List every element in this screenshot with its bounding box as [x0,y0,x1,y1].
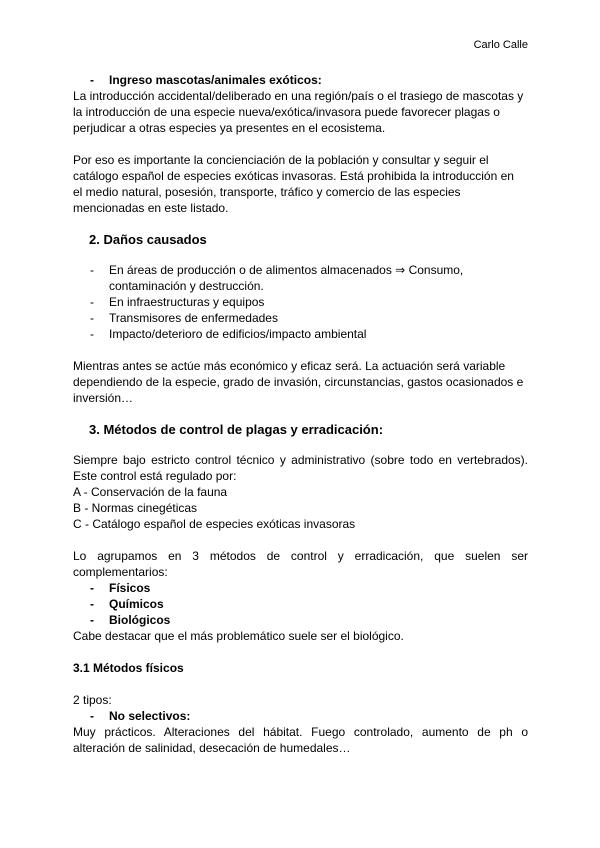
text-line: complementarios: [73,565,168,579]
text-line: dependiendo de la especie, grado de invasión, circunstancias, gastos ocasionados e [73,375,524,389]
list-item [73,612,528,628]
text-line: catálogo español de especies exóticas invasoras. Está prohibida la introducción en [73,169,514,183]
page-content [73,72,528,756]
list-item [73,310,528,326]
list-item-text: Impacto/deterioro de edificios/impacto ambiental [109,327,367,341]
list-danos [73,262,528,342]
text-line: Este control está regulado por: [73,469,237,483]
bullet-ingreso-title: Ingreso mascotas/animales exóticos: [109,73,322,87]
list-regulacion [73,484,528,532]
text-line: Mientras antes se actúe más económico y eficaz será. La actuación será variable [73,359,506,373]
list-item: B - Normas cinegéticas [73,501,198,515]
text-tipos: 2 tipos: [73,693,112,707]
list-item [73,294,528,310]
text-line: el medio natural, posesión, transporte, tráfico y comercio de las especies [73,185,461,199]
list-item [73,596,528,612]
dash-marker: - [90,311,94,325]
bullet-ingreso [73,72,528,88]
dash-marker: - [90,263,94,277]
list-item-text: En infraestructuras y equipos [109,295,265,309]
paragraph-no-selectivos [73,724,528,756]
text-line: Muy prácticos. Alteraciones del hábitat. Fuego controlado, aumento de ph o [73,725,528,739]
text-line: perjudicar a otras especies ya presentes en el ecosistema. [73,121,386,135]
dash-marker: - [90,597,94,611]
text-line: Por eso es importante la concienciación de la población y consultar y seguir el [73,153,489,167]
page-header-author: Carlo Calle [473,39,528,51]
dash-marker: - [90,295,94,309]
list-item-text: Químicos [109,597,164,611]
dash-marker: - [90,327,94,341]
list-item [73,326,528,342]
paragraph-concienciacion [73,152,528,216]
dash-marker: - [90,581,94,595]
list-item-text: contaminación y destrucción. [109,279,264,293]
section-heading-metodos: 3. Métodos de control de plagas y erradicación: [89,422,384,437]
text-line: mencionadas en este listado. [73,201,229,215]
text-line: inversión… [73,391,134,405]
text-line: Lo agrupamos en 3 métodos de control y erradicación, que suelen ser [73,549,528,563]
paragraph-actuacion [73,358,528,406]
bullet-no-selectivos-text: No selectivos: [109,709,191,723]
dash-marker: - [90,73,94,87]
list-item-text: En áreas de producción o de alimentos almacenados ⇒ Consumo, [109,263,464,277]
text-line: Siempre bajo estricto control técnico y administrativo (sobre todo en vertebrados). [73,453,528,467]
paragraph-introduccion [73,88,528,136]
list-metodos [73,580,528,628]
list-item [73,580,528,596]
bullet-no-selectivos [73,708,528,724]
paragraph-nota: Cabe destacar que el más problemático suele ser el biológico. [73,629,404,643]
text-line: alteración de salinidad, desecación de humedales… [73,741,351,755]
list-item-text: Transmisores de enfermedades [109,311,278,325]
dash-marker: - [90,709,94,723]
text-line: La introducción accidental/deliberado en una región/país o el trasiego de mascotas y [73,89,524,103]
section-heading-danos: 2. Daños causados [89,232,207,247]
paragraph-agrupamos [73,548,528,580]
list-item-text: Biológicos [109,613,171,627]
list-item: C - Catálogo español de especies exóticas invasoras [73,517,356,531]
dash-marker: - [90,613,94,627]
list-item-text: Físicos [109,581,151,595]
section-heading-metodos-fisicos: 3.1 Métodos físicos [73,661,184,675]
paragraph-control [73,452,528,484]
text-line: la introducción de una especie nueva/exótica/invasora puede favorecer plagas o [73,105,500,119]
list-item [73,262,528,294]
list-item: A - Conservación de la fauna [73,485,228,499]
